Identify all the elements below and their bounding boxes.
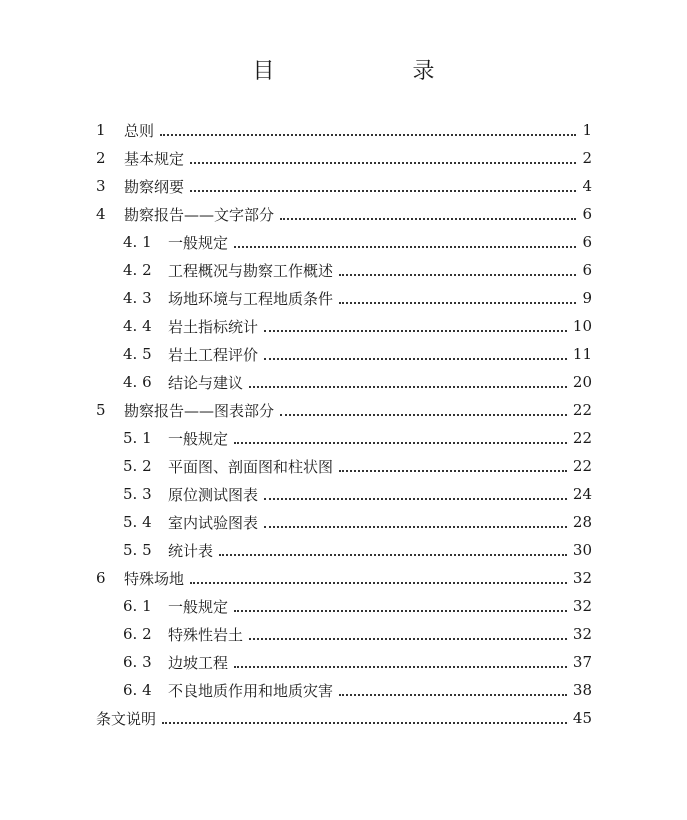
toc-entry-number: 4 — [96, 205, 106, 223]
toc-entry-number: 5. 2 — [123, 457, 152, 475]
dot-leader — [190, 189, 576, 192]
toc-entry[interactable] — [96, 116, 592, 144]
toc-entry[interactable] — [96, 592, 592, 620]
dot-leader — [249, 385, 567, 388]
toc-entry-number: 6 — [96, 569, 106, 587]
toc-entry[interactable] — [96, 144, 592, 172]
toc-entry[interactable] — [96, 704, 592, 732]
toc-entry[interactable] — [96, 452, 592, 480]
toc-entry-page-number: 38 — [572, 681, 592, 699]
toc-entry-number: 4. 3 — [123, 289, 152, 307]
toc-entry-label: 总则 — [124, 121, 155, 140]
toc-entry-page-number: 37 — [572, 653, 592, 671]
toc-entry-number: 4. 5 — [123, 345, 152, 363]
toc-entry-page-number: 32 — [572, 569, 592, 587]
toc-entry-number: 6. 4 — [123, 681, 152, 699]
toc-entry-number: 6. 1 — [123, 597, 152, 615]
toc-entry-page-number: 24 — [572, 485, 592, 503]
dot-leader — [190, 161, 576, 164]
toc-entry-label: 工程概况与勘察工作概述 — [168, 261, 334, 280]
dot-leader — [219, 553, 567, 556]
dot-leader — [264, 357, 567, 360]
toc-entry[interactable] — [96, 424, 592, 452]
toc-entry-page-number: 22 — [572, 401, 592, 419]
page-title: 目 录 — [252, 59, 493, 84]
toc-entry-number: 1 — [96, 121, 106, 139]
toc-entry-label: 条文说明 — [96, 709, 157, 728]
toc-entry[interactable] — [96, 284, 592, 312]
toc-entry-label: 基本规定 — [124, 149, 185, 168]
dot-leader — [234, 609, 567, 612]
toc-entry[interactable] — [96, 340, 592, 368]
toc-entry-number: 6. 3 — [123, 653, 152, 671]
toc-entry-number: 5. 3 — [123, 485, 152, 503]
toc-entry-page-number: 9 — [582, 289, 592, 307]
dot-leader — [339, 301, 576, 304]
toc-entry-number: 5. 1 — [123, 429, 152, 447]
toc-entry[interactable] — [96, 676, 592, 704]
dot-leader — [339, 469, 567, 472]
dot-leader — [264, 329, 567, 332]
toc-entry-page-number: 1 — [582, 121, 592, 139]
toc-entry-number: 6. 2 — [123, 625, 152, 643]
toc-entry-number: 5. 4 — [123, 513, 152, 531]
toc-entry[interactable] — [96, 256, 592, 284]
toc-entry-label: 勘察纲要 — [124, 177, 185, 196]
toc-entry-number: 2 — [96, 149, 106, 167]
toc-entry-number: 4. 2 — [123, 261, 152, 279]
dot-leader — [339, 693, 567, 696]
dot-leader — [264, 497, 567, 500]
toc-entry-label: 场地环境与工程地质条件 — [168, 289, 334, 308]
toc-entry[interactable] — [96, 368, 592, 396]
toc-entry-label: 一般规定 — [168, 597, 229, 616]
toc-entry-label: 特殊性岩土 — [168, 625, 244, 644]
dot-leader — [190, 581, 567, 584]
toc-entry-page-number: 6 — [582, 233, 592, 251]
toc-entry-label: 勘察报告——图表部分 — [124, 401, 275, 420]
toc-entry[interactable] — [96, 648, 592, 676]
toc-entry-label: 室内试验图表 — [168, 513, 259, 532]
toc-entry-page-number: 10 — [572, 317, 592, 335]
dot-leader — [234, 665, 567, 668]
table-of-contents — [96, 116, 592, 732]
toc-entry-label: 岩土指标统计 — [168, 317, 259, 336]
toc-entry[interactable] — [96, 480, 592, 508]
toc-entry-number: 4. 6 — [123, 373, 152, 391]
toc-entry[interactable] — [96, 620, 592, 648]
toc-entry-page-number: 20 — [572, 373, 592, 391]
dot-leader — [234, 245, 576, 248]
toc-entry[interactable] — [96, 312, 592, 340]
toc-entry-page-number: 28 — [572, 513, 592, 531]
dot-leader — [162, 721, 567, 724]
dot-leader — [280, 413, 567, 416]
toc-entry-page-number: 30 — [572, 541, 592, 559]
dot-leader — [234, 441, 567, 444]
toc-entry-page-number: 11 — [572, 345, 592, 363]
toc-entry-number: 5. 5 — [123, 541, 152, 559]
toc-entry[interactable] — [96, 396, 592, 424]
toc-entry-page-number: 6 — [582, 205, 592, 223]
toc-entry[interactable] — [96, 508, 592, 536]
toc-entry-number: 5 — [96, 401, 106, 419]
toc-entry-label: 结论与建议 — [168, 373, 244, 392]
toc-entry-page-number: 6 — [582, 261, 592, 279]
toc-entry-label: 边坡工程 — [168, 653, 229, 672]
toc-entry-number: 3 — [96, 177, 106, 195]
dot-leader — [160, 133, 576, 136]
toc-entry-label: 特殊场地 — [124, 569, 185, 588]
dot-leader — [339, 273, 576, 276]
dot-leader — [264, 525, 567, 528]
toc-entry-label: 勘察报告——文字部分 — [124, 205, 275, 224]
toc-entry-label: 不良地质作用和地质灾害 — [168, 681, 334, 700]
dot-leader — [280, 217, 576, 220]
toc-entry[interactable] — [96, 536, 592, 564]
toc-entry[interactable] — [96, 228, 592, 256]
toc-entry-page-number: 22 — [572, 457, 592, 475]
toc-entry-label: 一般规定 — [168, 429, 229, 448]
toc-entry-label: 原位测试图表 — [168, 485, 259, 504]
toc-entry-page-number: 2 — [582, 149, 592, 167]
toc-entry-page-number: 22 — [572, 429, 592, 447]
toc-entry-label: 一般规定 — [168, 233, 229, 252]
toc-entry-label: 平面图、剖面图和柱状图 — [168, 457, 334, 476]
toc-entry-number: 4. 4 — [123, 317, 152, 335]
toc-entry-label: 统计表 — [168, 541, 214, 560]
toc-entry-page-number: 32 — [572, 625, 592, 643]
dot-leader — [249, 637, 567, 640]
toc-entry[interactable] — [96, 172, 592, 200]
toc-entry-page-number: 4 — [582, 177, 592, 195]
toc-entry-page-number: 45 — [572, 709, 592, 727]
toc-entry-page-number: 32 — [572, 597, 592, 615]
toc-entry-label: 岩土工程评价 — [168, 345, 259, 364]
toc-entry-number: 4. 1 — [123, 233, 152, 251]
toc-entry[interactable] — [96, 564, 592, 592]
toc-entry[interactable] — [96, 200, 592, 228]
